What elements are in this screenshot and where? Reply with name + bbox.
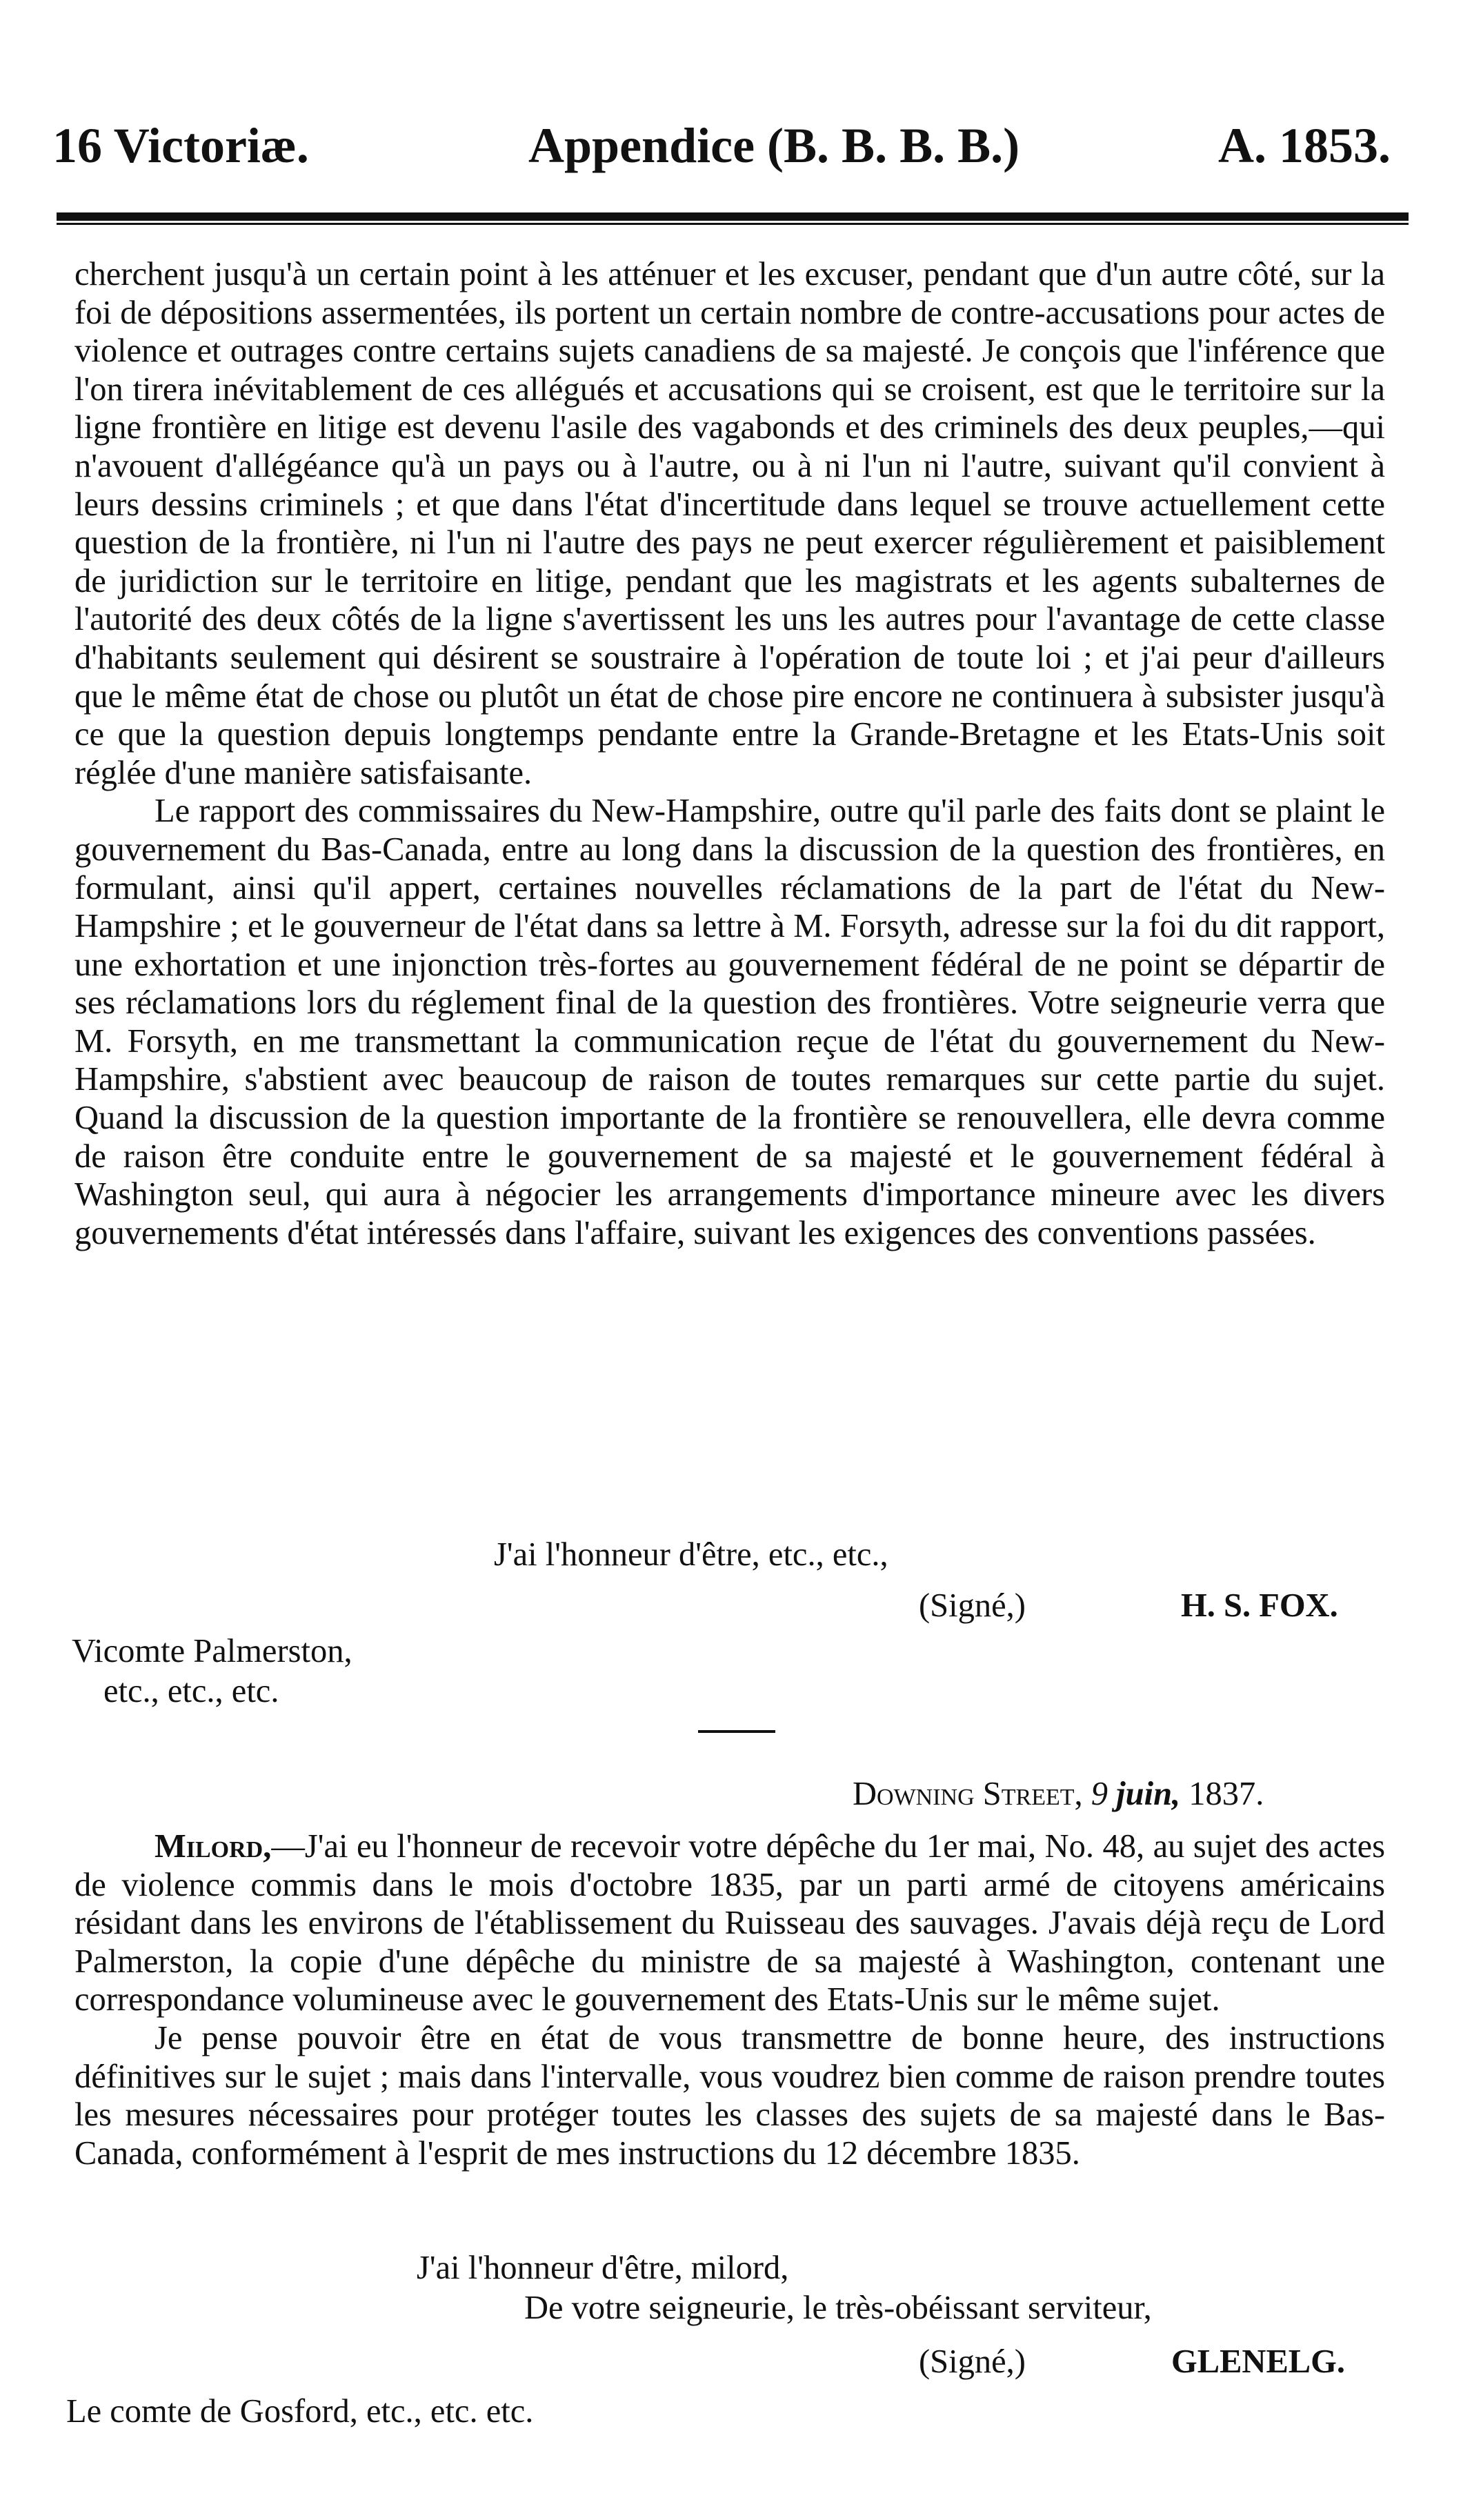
letter-glenelg-signed: (Signé,) (919, 2343, 1026, 2380)
section-divider (698, 1730, 775, 1733)
letter-fox-paragraph-1: cherchent jusqu'à un certain point à les atténuer et les excuser, pendant que d'un autre côté, sur la foi de dépositions assermentées, ils portent un certain nombre de contre-accusations pour actes de violence et outrages contre certains sujets canadiens de sa majesté. Je conçois que l'inférence que l'on tirera inévitablement de ces allégués et accusations qui se croisent, est que le territoire sur la ligne frontière en litige est devenu l'asile des vagabonds et des criminels des deux peuples,—qui n'avouent d'allégéance qu'à un pays ou à l'autre, ou à ni l'un ni l'autre, suivant qu'il convient à leurs dessins criminels ; et que dans l'état d'incertitude dans lequel se trouve actuellement cette question de la frontière, ni l'un ni l'autre des pays ne peut exercer régulièrement et paisiblement de juridiction sur le territoire en litige, pendant que les magistrats et les agents subalternes de l'autorité des deux côtés de la ligne s'avertissent les uns les autres pour l'avantage de cette classe d'habitants seulement qui désirent se soustraire à l'opération de toute loi ; et j'ai peur d'ailleurs que le même état de chose ou plutôt un état de chose pire encore ne continuera à subsister jusqu'à ce que la question depuis longtemps pendante entre la Grande-Bretagne et les Etats-Unis soit réglée d'une manière satisfaisante. (74, 256, 1385, 791)
dateline-month: juin, (1116, 1776, 1181, 1812)
dateline-day: 9 (1091, 1776, 1108, 1812)
letter-glenelg-paragraph-1 (74, 1827, 1385, 2019)
letter-glenelg-closing-2: De votre seigneurie, le très-obéissant serviteur, (524, 2290, 1152, 2326)
letter-fox-addressee: Vicomte Palmerston, (72, 1633, 352, 1669)
letter-fox-paragraph-2: Le rapport des commissaires du New-Hampshire, outre qu'il parle des faits dont se plaint le gouvernement du Bas-Canada, entre au long dans la discussion de la question des frontières, en formulant, ainsi qu'il appert, certaines nouvelles réclamations de la part de l'état du New-Hampshire ; et le gouverneur de l'état dans sa lettre à M. Forsyth, adresse sur la foi du dit rapport, une exhortation et une injonction très-fortes au gouvernement fédéral de ne point se départir de ses réclamations lors du réglement final de la question des frontières. Votre seigneurie verra que M. Forsyth, en me transmettant la communication reçue de l'état du gouvernement du New-Hampshire, s'abstient avec beaucoup de raison de toutes remarques sur cette partie du sujet. Quand la discussion de la question importante de la frontière se renouvellera, elle devra comme de raison être conduite entre le gouvernement de sa majesté et le gouvernement fédéral à Washington seul, qui aura à négocier les arrangements d'importance mineure avec les divers gouvernements d'état intéressés dans l'affaire, suivant les exigences des conventions passées. (74, 793, 1385, 1251)
letter-fox (74, 255, 1385, 1252)
letter-fox-signed: (Signé,) (919, 1587, 1026, 1624)
header-year: A. 1853. (1218, 118, 1391, 173)
dateline-place: Downing Street, (853, 1776, 1083, 1812)
letter-glenelg-addressee: Le comte de Gosford, etc., etc. etc. (66, 2393, 534, 2430)
header-session: 16 Victoriæ. (52, 118, 309, 173)
letter-glenelg-paragraph-2: Je pense pouvoir être en état de vous transmettre de bonne heure, des instructions définitives sur le sujet ; mais dans l'intervalle, vous voudrez bien comme de raison prendre toutes les mesures nécessaires pour protéger toutes les classes des sujets de sa majesté dans le Bas-Canada, conformément à l'esprit de mes instructions du 12 décembre 1835. (74, 2019, 1385, 2172)
header-appendix: Appendice (B. B. B. B.) (528, 118, 1020, 173)
running-header (46, 117, 1391, 186)
letter-glenelg-dateline (853, 1775, 1264, 1813)
dateline-year: 1837. (1188, 1776, 1264, 1812)
letter-glenelg-closing-1: J'ai l'honneur d'être, milord, (417, 2250, 789, 2286)
letter-fox-closing: J'ai l'honneur d'être, etc., etc., (494, 1536, 888, 1573)
letter-fox-signer: H. S. FOX. (1181, 1587, 1338, 1624)
header-rule-thin (57, 223, 1409, 225)
letter-fox-addressee-etc: etc., etc., etc. (103, 1673, 279, 1709)
letter-glenelg-paragraph-1-text: —J'ai eu l'honneur de recevoir votre dépêche du 1er mai, No. 48, au sujet des actes de violence commis dans le mois d'octobre 1835, par un parti armé de citoyens américains résidant dans les environs de l'établissement du Ruisseau des sauvages. J'avais déjà reçu de Lord Palmerston, la copie d'une dépêche du ministre de sa majesté à Washington, contenant une correspondance volumineuse avec le gouvernement des Etats-Unis sur le même sujet. (74, 1828, 1385, 2018)
letter-glenelg (74, 1827, 1385, 2172)
letter-glenelg-signer: GLENELG. (1171, 2343, 1345, 2380)
header-rule-thick (57, 212, 1409, 221)
salutation: Milord, (155, 1828, 272, 1865)
